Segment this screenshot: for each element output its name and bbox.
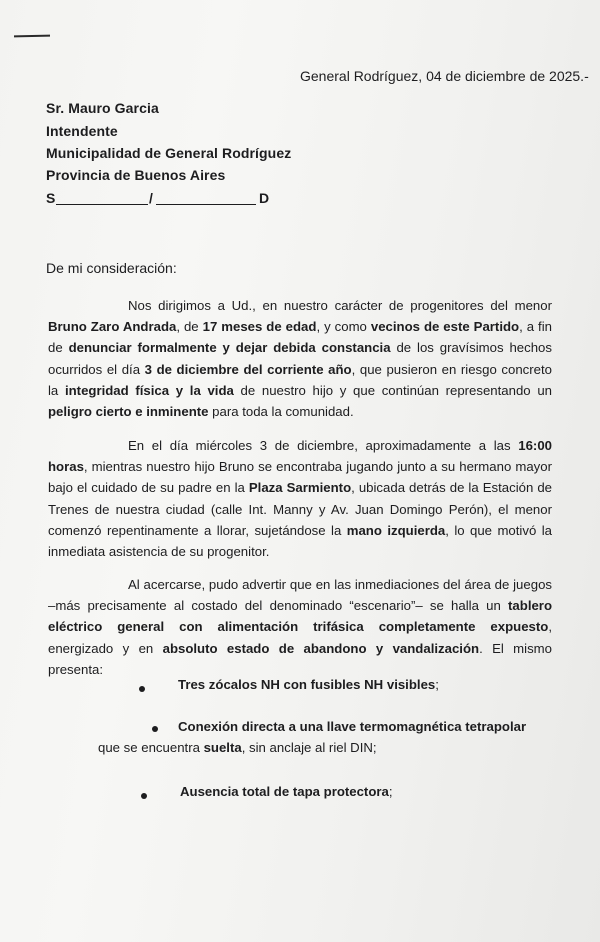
- sd-s: S: [46, 190, 56, 206]
- paragraph-2: En el día miércoles 3 de diciembre, aproximadamente a las 16:00 horas, mientras nuestro hijo Bruno se encontraba jugando junto a su hermano mayor bajo el cuidado de su padre en la Plaza Sarmiento, ubicada detrás de la Estación de Trenes de nuestra ciudad (calle Int. Manny y Av. Juan Domingo Perón), el menor comenzó repentinamente a llorar, sujetándose la mano izquierda, lo que motivó la inmediata asistencia de su progenitor.: [48, 438, 553, 560]
- bullet-item-3: Ausencia total de tapa protectora;: [180, 784, 393, 799]
- bullet-item-1: Tres zócalos NH con fusibles NH visibles;: [178, 677, 439, 692]
- bullet-dot: [141, 793, 147, 799]
- recipient-province: Provincia de Buenos Aires: [46, 167, 226, 183]
- paragraph-3: Al acercarse, pudo advertir que en las inmediaciones del área de juegos –más precisamente al costado del denominado “escenario”– se halla un tablero eléctrico general con alimentación trifásica completamente expuesto, energizado y en absoluto estado de abandono y vandalización. El mismo presenta:: [48, 577, 552, 677]
- bullet-dot: [139, 686, 145, 692]
- date-line: General Rodríguez, 04 de diciembre de 2025.-: [300, 68, 589, 84]
- recipient-name: Sr. Mauro Garcia: [46, 100, 159, 116]
- recipient-org: Municipalidad de General Rodríguez: [46, 145, 292, 161]
- sd-slash: /: [149, 190, 153, 206]
- paragraph-1: Nos dirigimos a Ud., en nuestro carácter de progenitores del menor Bruno Zaro Andrada, de 17 meses de edad, y como vecinos de este Partido, a fin de denunciar formalmente y dejar debida constancia de los gravísimos hechos ocurridos el día 3 de diciembre del corriente año, que pusieron en riesgo concreto la integridad física y la vida de nuestro hijo y que continúan representando un peligro cierto e inminente para toda la comunidad.: [48, 298, 553, 420]
- bullet-item-2: Conexión directa a una llave termomagnética tetrapolar que se encuentra suelta, sin anclaje al riel DIN;: [98, 719, 527, 755]
- greeting: De mi consideración:: [46, 260, 177, 276]
- pen-mark: [14, 35, 50, 38]
- sd-line: [46, 190, 276, 210]
- recipient-title: Intendente: [46, 123, 118, 139]
- sd-d: D: [259, 190, 270, 206]
